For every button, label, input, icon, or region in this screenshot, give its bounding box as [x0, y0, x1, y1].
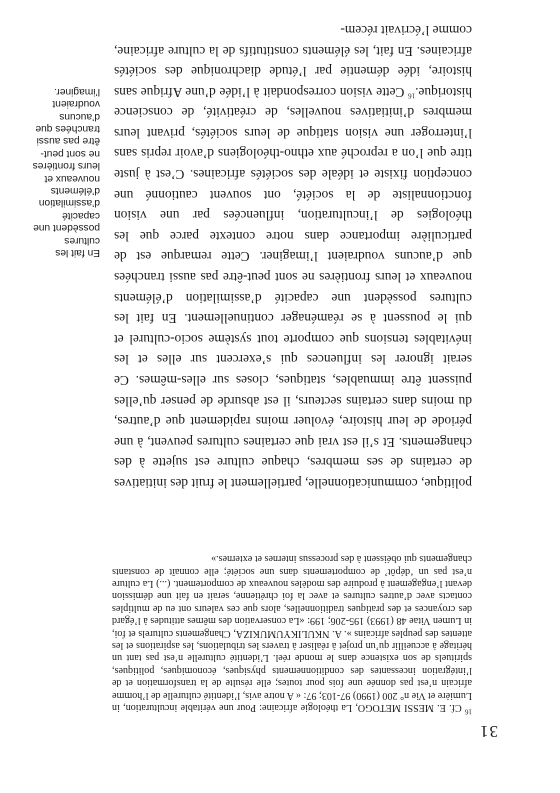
footnote-paragraph [112, 552, 472, 716]
page-number: 31 [479, 722, 498, 741]
footnote-text: Cf. E. MESSI METOGO, La théologie africaine: Pour une véritable inculturation, in Lumière et Vie n° 200 (1990) 97-103; 97: « A notre avis, l’identité culturelle de l’homme africain n’est pas donnée une fois pour toutes; elle résulte de la transformation et de l’intégration incessantes des conditionnements physiques, économiques, politiques, spirituels de son existence dans le monde réel. L’identité culturelle n’est pas tant un héritage à accueillir qu’un projet à réaliser à travers les tribulations, les aspirations et les attentes des peuples africains ». A. NKULIKYUMUKIZA, Changements culturels et foi, in Lumen Vitae 48 (1993) 195-206; 199: «La conservation des mêmes attitudes à l’égard des croyances et des pratiques traditionnelles, alors que ces valeurs ont eu de multiples contacts avec d’autres cultures et avec la foi chrétienne, serait en fait une démission devant l’engagement à produire des modèles nouveaux de comportement. (...) La culture n’est pas un ‘dépôt’ de comportements dans une société; elle connaît de constants changements qui obéissent à des processus internes et externes.» [112, 553, 472, 713]
body-paragraph [114, 19, 472, 493]
note-reference: 16 [408, 91, 416, 100]
footnote [112, 552, 472, 716]
footnote-marker: 16 [465, 707, 472, 716]
marginal-note [30, 84, 100, 258]
body-text-after-note: Cette vision correspondait à l’idée d’une Afrique sans histoire, idée démentie par l’étude diachronique des sociétés africaines. En fait, les éléments constitutifs de la culture africaine, comme l’écrivait récem- [114, 22, 472, 100]
marginal-note-text: En fait les cultures possèdent une capacité d’assimilation d’éléments nouveaux et leurs frontières ne sont peut-être pas aussi tranchées que d’aucuns voudraient l’imaginer. [32, 85, 100, 258]
main-text [114, 19, 472, 493]
body-text-before-note: politique, communicationnelle, partiellement le fruit des initiatives de certains de ses membres, chaque culture est sujette à des changements. Et s’il est vrai que certaines cultures peuvent, à une période de leur histoire, évoluer moins rapidement que d’autres, du moins dans certains secteurs, il est absurde de penser qu’elles puissent être immuables, statiques, closes sur elles-mêmes. Ce serait ignorer les influences qui s’exercent sur elles et les inévitables tensions que comporte tout système socio-culturel et qui le poussent à se réaménager continuellement. En fait les cultures possèdent une capacité d’assimilation d’éléments nouveaux et leurs frontières ne sont peut-être pas aussi tranchées que d’aucuns voudraient l’imaginer. Cette remarque est de particulière importance dans notre contexte parce que les théologies de l’inculturation, influencées par une vision fonctionnaliste de la société, ont souvent cautionné une conception fixiste et idéale des sociétés africaines. C’est à juste titre que l’on a reproché aux ethno-théologiens d’avoir repris sans l’interroger une vision statique de leurs sociétés, privant leurs membres d’initiatives nouvelles, de créativité, de conscience historique. [114, 84, 472, 491]
